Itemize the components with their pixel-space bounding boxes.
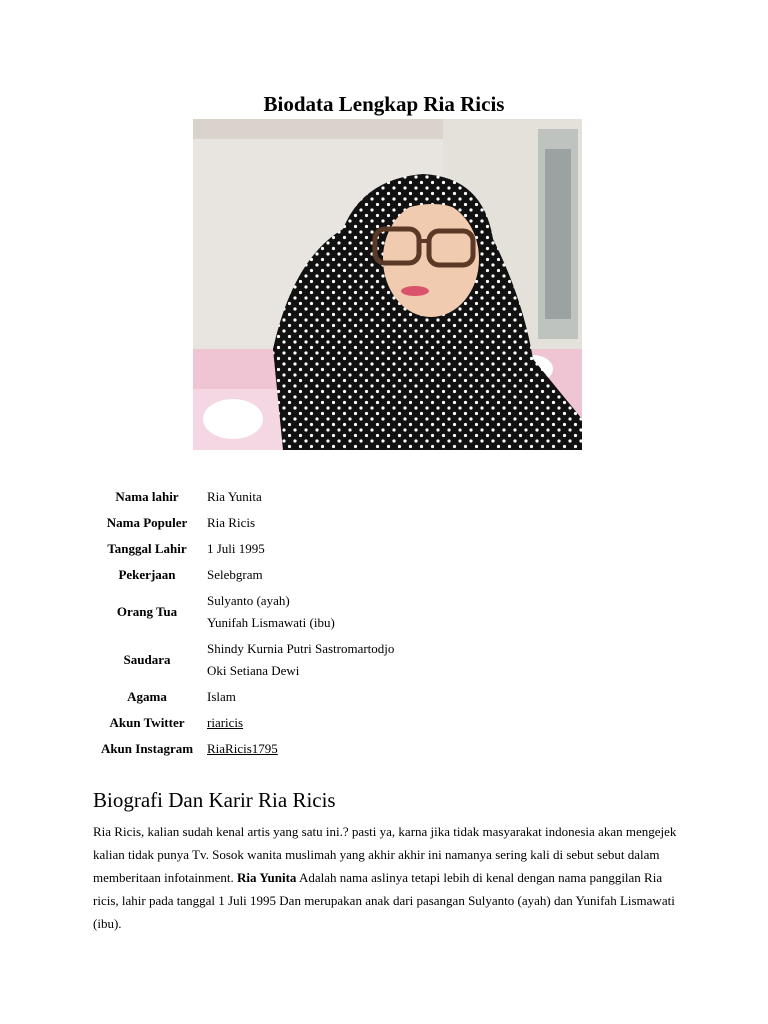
- biodata-row-akun-twitter: [93, 710, 394, 736]
- biodata-key: Akun Twitter: [109, 715, 185, 730]
- biodata-table: [93, 484, 394, 762]
- biodata-row-pekerjaan: [93, 562, 394, 588]
- paragraph-bold-name: Ria Yunita: [237, 870, 297, 885]
- biodata-value-text: Ria Ricis: [207, 515, 256, 530]
- biodata-key: Pekerjaan: [118, 567, 176, 582]
- biodata-row-nama-populer: [93, 510, 394, 536]
- biodata-value: [207, 510, 394, 536]
- photo-illustration: [193, 119, 582, 450]
- paragraph-text: Ria Ricis, kalian sudah kenal artis yang satu ini.? pasti ya, karna jika tidak masyarakat indonesia akan mengejek kalian tidak punya Tv. Sosok wanita muslimah yang akhir akhir ini namanya sering kali di sebut sebut dalam memberitaan infotainment.: [93, 824, 677, 885]
- biodata-value: [207, 710, 394, 736]
- biodata-value-text: Shindy Kurnia Putri Sastromartodjo: [207, 641, 395, 656]
- biodata-value: [207, 684, 394, 710]
- biodata-value-text: Ria Yunita: [207, 489, 262, 504]
- biodata-value-text: Sulyanto (ayah): [207, 593, 290, 608]
- biodata-row-akun-instagram: [93, 736, 394, 762]
- paragraph-text: Adalah nama aslinya tetapi lebih di kenal dengan nama panggilan Ria ricis, lahir pada tanggal 1 Juli 1995 Dan merupakan anak dari pasangan Sulyanto (ayah) dan Yunifah Lismawati (ibu).: [93, 870, 675, 931]
- biodata-row-nama-lahir: [93, 484, 394, 510]
- biodata-value: [207, 588, 394, 636]
- page-title: Biodata Lengkap Ria Ricis: [263, 92, 505, 117]
- biodata-value-text: Yunifah Lismawati (ibu): [207, 615, 335, 630]
- biodata-value: [207, 536, 394, 562]
- biodata-row-tanggal-lahir: [93, 536, 394, 562]
- section-heading: Biografi Dan Karir Ria Ricis: [93, 788, 336, 812]
- instagram-link[interactable]: RiaRicis1795: [207, 741, 278, 756]
- biodata-key: Agama: [127, 689, 167, 704]
- biodata-key: Saudara: [123, 652, 171, 667]
- biodata-value: [207, 736, 394, 762]
- biodata-key: Nama Populer: [106, 515, 188, 530]
- biodata-value: [207, 484, 394, 510]
- biodata-row-saudara: [93, 636, 394, 684]
- biodata-value-text: Islam: [207, 689, 236, 704]
- biodata-value: [207, 636, 394, 684]
- profile-photo: [193, 119, 582, 450]
- biodata-value-text: 1 Juli 1995: [207, 541, 265, 556]
- biodata-key: Nama lahir: [115, 489, 179, 504]
- biodata-value: [207, 562, 394, 588]
- biodata-row-agama: [93, 684, 394, 710]
- twitter-link[interactable]: riaricis: [207, 715, 244, 730]
- biodata-value-text: Selebgram: [207, 567, 263, 582]
- biodata-key: Orang Tua: [116, 604, 178, 619]
- biodata-key: Tanggal Lahir: [107, 541, 187, 556]
- biodata-key: Akun Instagram: [100, 741, 194, 756]
- biodata-value-text: Oki Setiana Dewi: [207, 663, 300, 678]
- biography-paragraph: [93, 820, 683, 935]
- biodata-row-orang-tua: [93, 588, 394, 636]
